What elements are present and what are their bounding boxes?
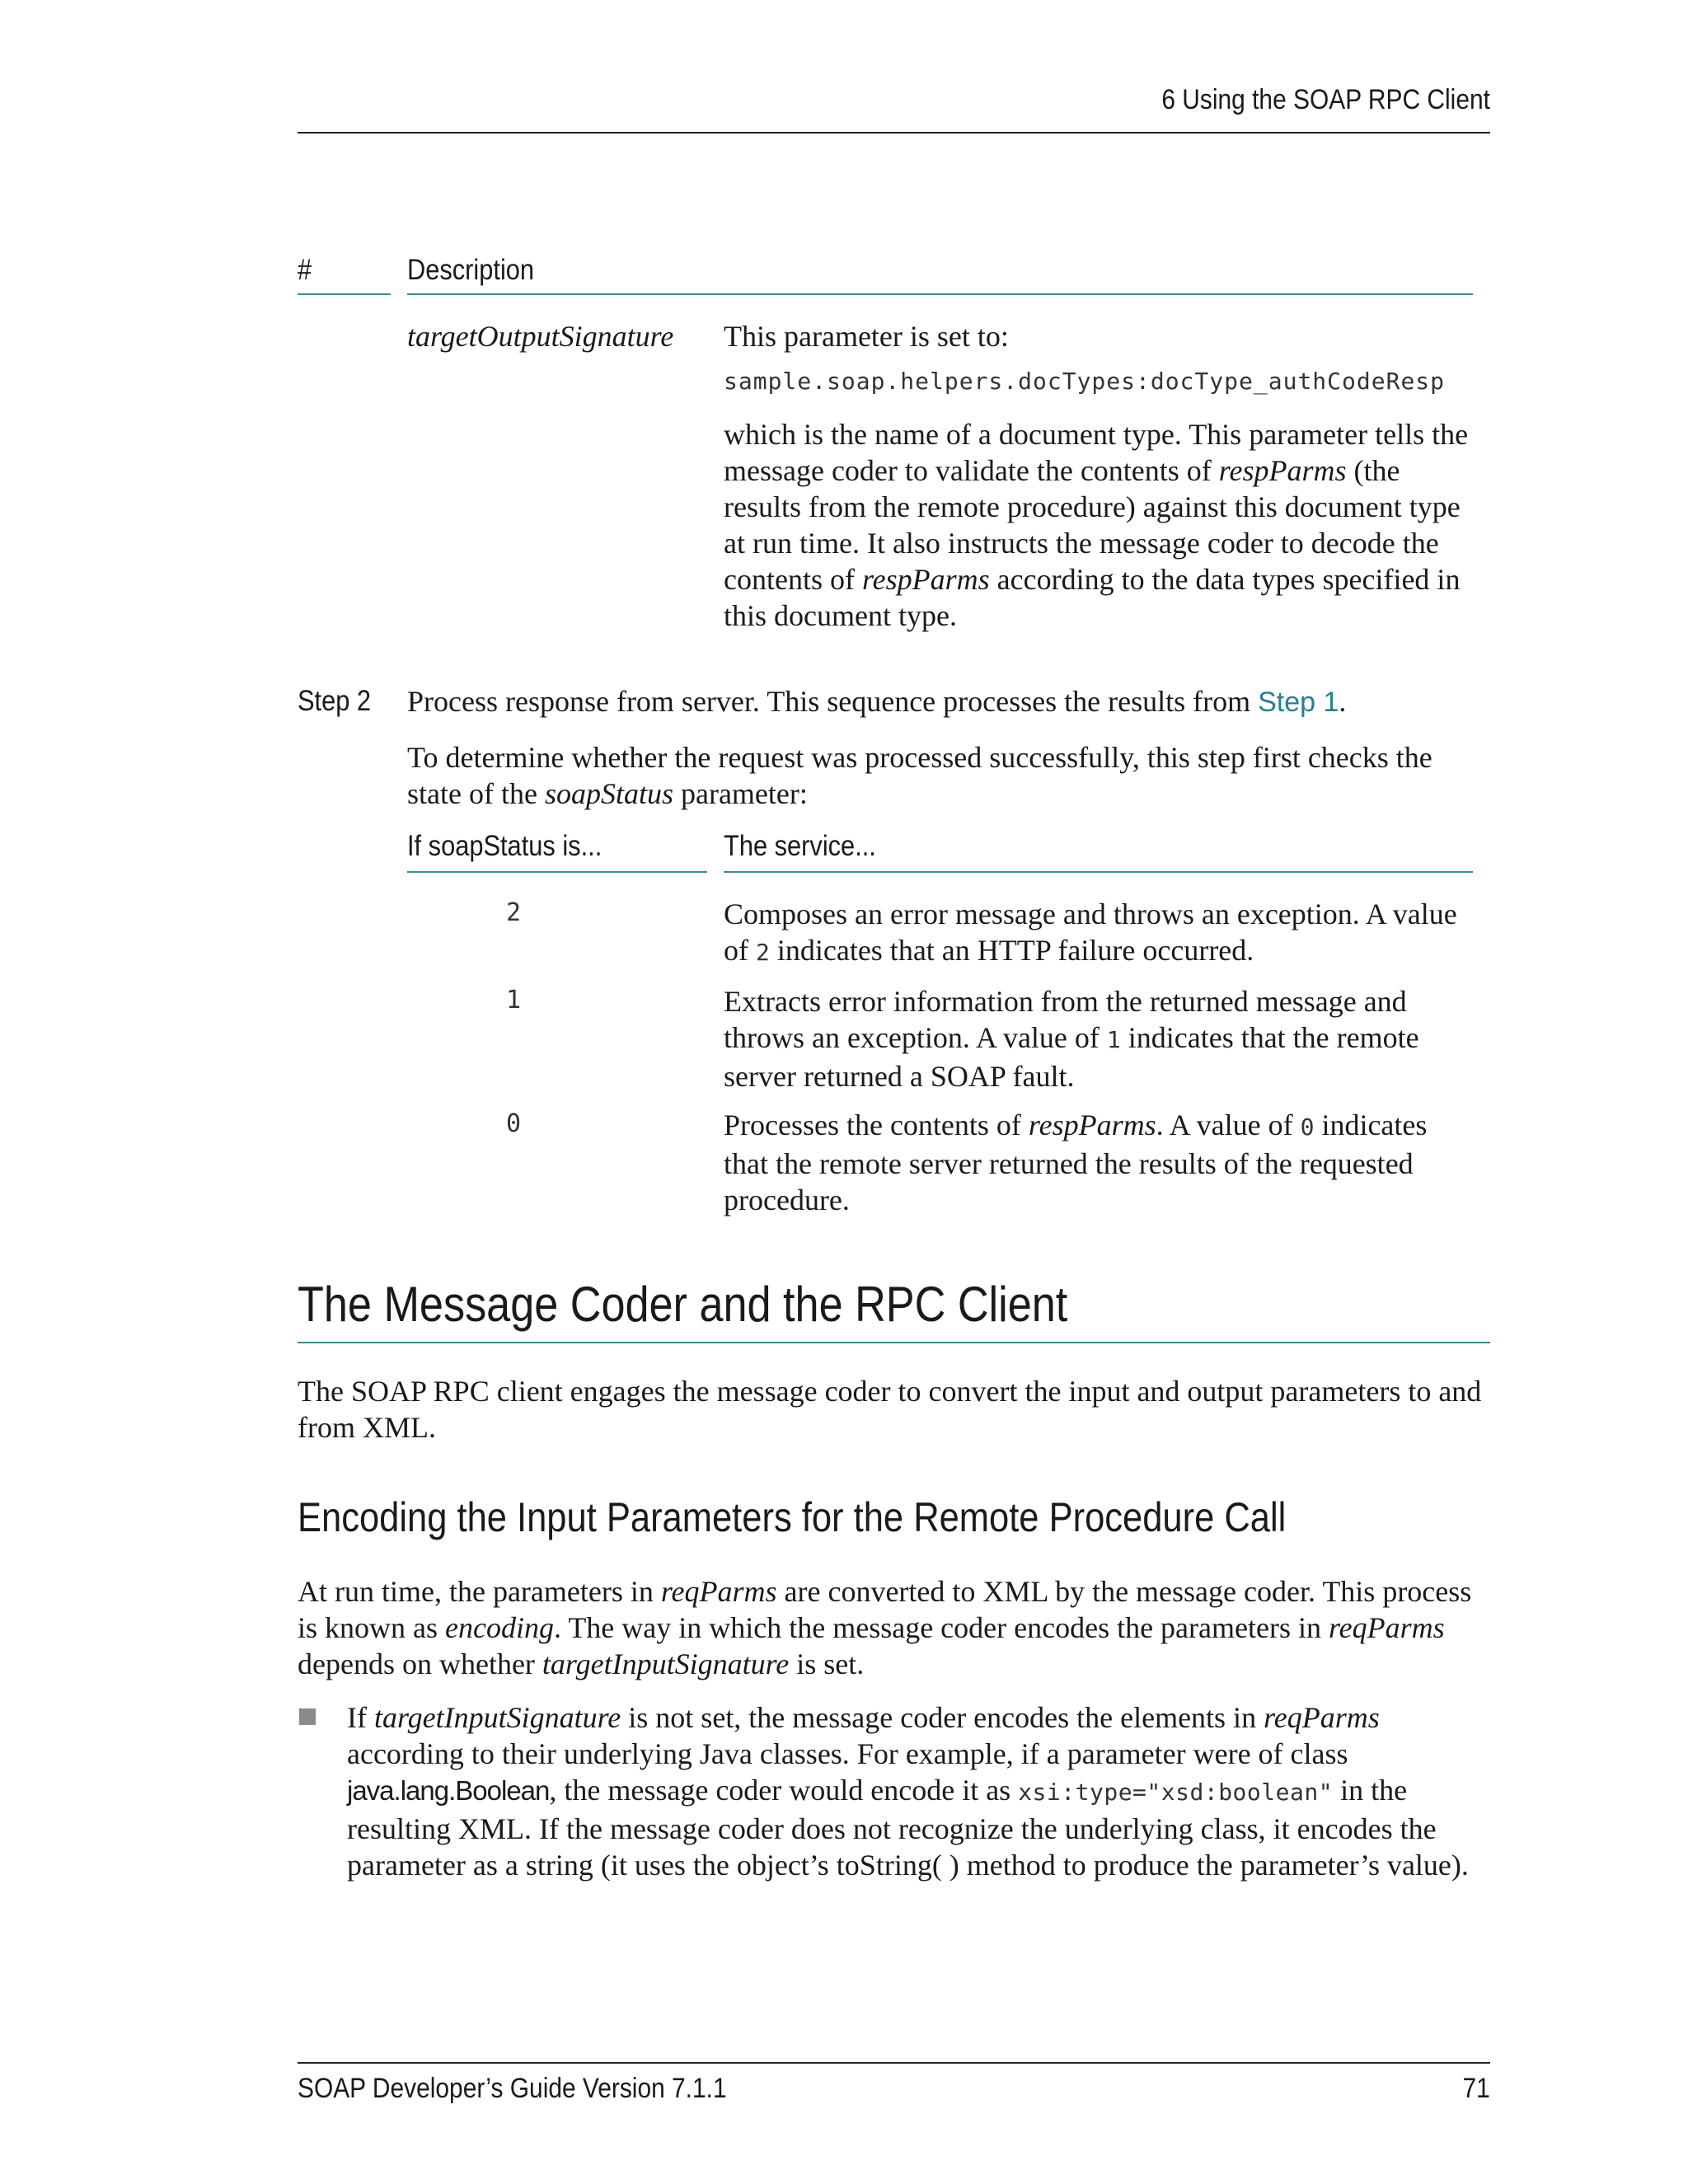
s2-e: is set. [789,1647,865,1680]
param-set-to: This parameter is set to: [724,320,1009,353]
header-rule [298,132,1490,134]
bullet-target-input-signature: targetInputSignature [373,1701,621,1734]
step-2-para-a: To determine whether the request was processed successfully, this step first checks the state of the [407,741,1432,810]
desc-resp-parms-2: respParms [861,563,990,596]
col-if-status-rule [407,871,707,873]
step-2-period: . [1339,685,1347,718]
status-desc-1-code: 1 [1106,1026,1121,1053]
step-2-sentence: Process response from server. This sequence processes the results from [407,685,1259,718]
status-desc-2-b: indicates that an HTTP failure occurred. [769,934,1254,967]
status-desc-1-a: Extracts error information from the returned message and throws an exception. A value of [724,985,1407,1054]
bullet-e: in the resulting XML. If the message coder does not recognize the underlying class, it encodes the parameter as a string (it uses the object’s toString( ) method to produce the parameter’s value). [347,1774,1469,1882]
status-desc-2-code: 2 [756,939,770,966]
status-desc-1 [724,983,1475,1094]
soap-status-var: soapStatus [544,777,673,810]
running-header: 6 Using the SOAP RPC Client [1161,84,1490,115]
status-desc-1-b: indicates that the remote server returned a SOAP fault. [724,1021,1419,1093]
status-desc-0 [724,1107,1475,1218]
section-1-paragraph: The SOAP RPC client engages the message coder to convert the input and output parameters to and from XML. [298,1375,1482,1444]
step-1-link[interactable]: Step 1 [1258,687,1339,718]
section-heading-rule [298,1342,1490,1343]
bullet-req-parms: reqParms [1264,1701,1380,1734]
footer-page-number: 71 [1462,2073,1490,2104]
subsection-heading-encoding: Encoding the Input Parameters for the Remote Procedure Call [298,1494,1287,1540]
bullet-paragraph [347,1699,1494,1883]
desc-part-2: (the results from the remote procedure) against this document type at run time. It also instructs the message coder to decode the contents of [724,454,1461,596]
s2-a: At run time, the parameters in [298,1575,661,1608]
desc-part-3: according to the data types specified in this document type. [724,563,1461,632]
bullet-java-class: java.lang.Boolean [347,1775,550,1806]
col-if-status-header: If soapStatus is... [407,830,603,862]
status-desc-0-a: Processes the contents of [724,1108,1029,1141]
step-2-label: Step 2 [298,685,372,717]
step-2-paragraph [407,739,1479,812]
s2-req-parms-2: reqParms [1328,1611,1445,1644]
desc-resp-parms-1: respParms [1218,454,1347,487]
col-description-header: Description [407,254,535,286]
s2-b: are converted to XML by the message coder. This process is known as [298,1575,1472,1644]
status-value-0: 0 [506,1109,522,1138]
status-desc-0-b: indicates that the remote server returned the results of the requested procedure. [724,1108,1428,1216]
footer-rule [298,2062,1490,2064]
col-service-rule [724,871,1473,873]
section-heading-message-coder: The Message Coder and the RPC Client [298,1277,1068,1332]
status-value-1: 1 [506,986,522,1015]
step-2-text [407,683,1495,720]
bullet-c: according to their underlying Java classes. For example, if a parameter were of class [347,1737,1348,1770]
desc-part-1: which is the name of a document type. This parameter tells the message coder to validate the contents of [724,418,1469,487]
param-code: sample.soap.helpers.docTypes:docType_authCodeResp [724,368,1446,395]
status-value-2: 2 [506,898,522,927]
footer-guide-title: SOAP Developer’s Guide Version 7.1.1 [298,2073,727,2104]
bullet-b: is not set, the message coder encodes the elements in [621,1701,1264,1734]
col-description-rule [407,293,1473,295]
step-2-para-b: parameter: [673,777,808,810]
status-desc-2-a: Composes an error message and throws an exception. A value of [724,898,1457,967]
s2-encoding: encoding [445,1611,554,1644]
bullet-code: xsi:type="xsd:boolean" [1018,1779,1334,1806]
param-description [724,416,1475,634]
param-name: targetOutputSignature [407,320,674,353]
status-desc-0-code: 0 [1300,1113,1315,1141]
bullet-d: , the message coder would encode it as [549,1774,1019,1807]
section-2-paragraph [298,1573,1493,1682]
col-hash-header: # [298,254,312,286]
status-desc-2 [724,896,1475,971]
bullet-a: If [347,1701,374,1734]
status-desc-0-resp-parms: respParms [1028,1108,1156,1141]
s2-c: . The way in which the message coder encodes the parameters in [553,1611,1329,1644]
s2-d: depends on whether [298,1647,542,1680]
s2-target-input-signature: targetInputSignature [542,1647,790,1680]
col-hash-rule [298,293,391,295]
s2-req-parms-1: reqParms [660,1575,777,1608]
bullet-square-icon [299,1708,316,1725]
col-service-header: The service... [724,830,876,862]
status-desc-0-a2: . A value of [1156,1108,1301,1141]
